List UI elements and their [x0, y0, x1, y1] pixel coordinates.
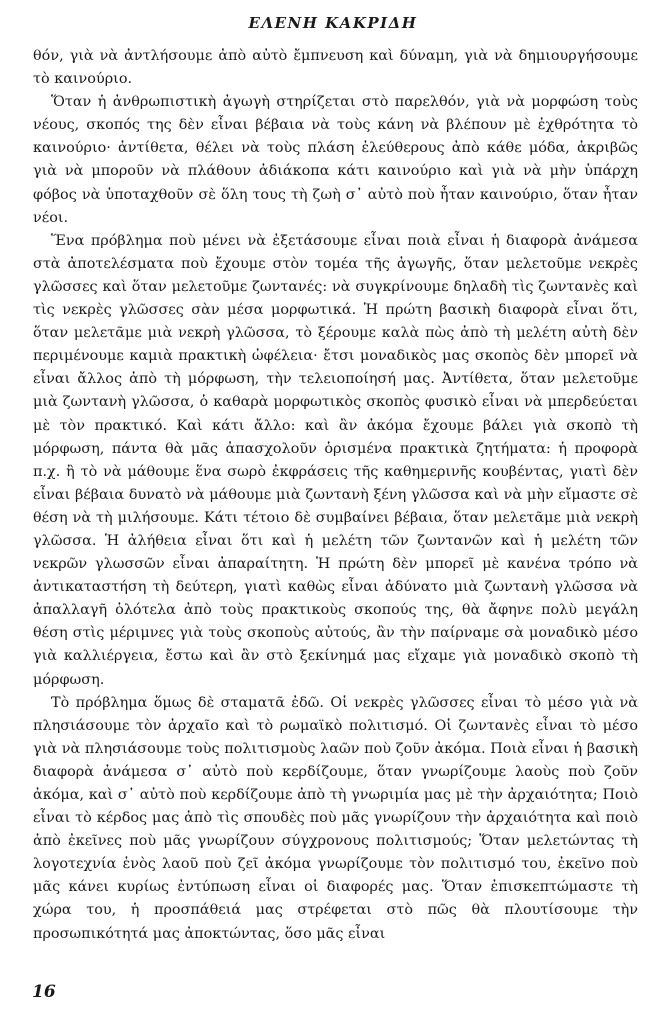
paragraph-continuation: θόν, γιὰ νὰ ἀντλήσουμε ἀπὸ αὐτὸ ἔμπνευση καὶ δύναμη, γιὰ νὰ δημιουργήσουμε τὸ καινούριο.: [33, 48, 638, 88]
body-text: [33, 45, 638, 946]
paragraph: Ὅταν ἡ ἀνθρωπιστικὴ ἀγωγὴ στηρίζεται στὸ παρελθόν, γιὰ νὰ μορφώση τοὺς νέους, σκοπός της δὲν εἶναι βέβαια νὰ τοὺς κάνη νὰ βλέπουν μὲ ἐχθρότητα τὸ καινούριο· ἀντίθετα, θέλει νὰ τοὺς πλάση ἐλεύθερους ἀπὸ κάθε μόδα, ἀκριβῶς γιὰ νὰ μποροῦν νὰ πλάθουν ἀδιάκοπα κάτι καινούριο καὶ γιὰ νὰ μὴν ὑπάρχη φόβος νὰ ὑποταχθοῦν σὲ ὅλη τους τὴ ζωὴ σ᾽ αὐτὸ ποὺ ἦταν καινούριο, ὅταν ἦταν νέοι.: [33, 94, 638, 226]
running-header: ΕΛΕΝΗ ΚΑΚΡΙΔΗ: [248, 14, 418, 32]
page-number: 16: [32, 982, 56, 1002]
paragraph: Τὸ πρόβλημα ὅμως δὲ σταματᾶ ἐδῶ. Οἱ νεκρὲς γλῶσσες εἶναι τὸ μέσο γιὰ νὰ πλησιάσουμε τὸν ἀρχαῖο καὶ τὸ ρωμαϊκὸ πολιτισμό. Οἱ ζωντανὲς εἶναι τὸ μέσο γιὰ νὰ πλησιάσουμε τοὺς πολιτισμοὺς λαῶν ποὺ ζοῦν ἀκόμα. Ποιὰ εἶναι ἡ βασικὴ διαφορὰ ἀνάμεσα σ᾽ αὐτὸ ποὺ κερδίζουμε, ὅταν γνωρίζουμε λαοὺς ποὺ ζοῦν ἀκόμα, καὶ σ᾽ αὐτὸ ποὺ κερδίζουμε ἀπὸ τὴ γνωριμία μας μὲ τὴν ἀρχαιότητα; Ποιὸ εἶναι τὸ κέρδος μας ἀπὸ τὶς σπουδὲς ποὺ μᾶς γνωρίζουν τὴν ἀρχαιότητα καὶ ποιὸ ἀπὸ ἐκεῖνες ποὺ μᾶς γνωρίζουν σύγχρονους πολιτισμούς; Ὅταν μελετώντας τὴ λογοτεχνία ἑνὸς λαοῦ ποὺ ζεῖ ἀκόμα γνωρίζουμε τὸν πολιτισμό του, ἐκεῖνο ποὺ μᾶς κάνει κυρίως ἐντύπωση εἶναι οἱ διαφορές μας. Ὅταν ἐπισκεπτώμαστε τὴ χώρα του, ἡ προσπάθειά μας στρέφεται στὸ πῶς θὰ πλουτίσουμε τὴν προσωπικότητά μας ἀποκτώντας, ὅσο μᾶς εἶναι: [33, 694, 638, 942]
paragraph: Ἕνα πρόβλημα ποὺ μένει νὰ ἐξετάσουμε εἶναι ποιὰ εἶναι ἡ διαφορὰ ἀνάμεσα στὰ ἀποτελέσματα ποὺ ἔχουμε στὸν τομέα τῆς ἀγωγῆς, ὅταν μελετοῦμε νεκρὲς γλῶσσες καὶ ὅταν μελετοῦμε ζωντανές: νὰ συγκρίνουμε δηλαδὴ τὶς ζωντανὲς καὶ τὶς νεκρὲς γλῶσσες σὰν μέσα μορφωτικά. Ἡ πρώτη βασικὴ διαφορὰ εἶναι ὅτι, ὅταν μελετᾶμε μιὰ νεκρὴ γλῶσσα, τὸ ξέρουμε καλὰ πὼς ἀπὸ τὴ μελέτη αὐτὴ δὲν περιμένουμε καμιὰ πρακτικὴ ὠφέλεια· ἔτσι μοναδικὸς μας σκοπὸς δὲν μπορεῖ νὰ εἶναι ἄλλος ἀπὸ τὴ μόρφωση, τὴν τελειοποίησή μας. Ἀντίθετα, ὅταν μελετοῦμε μιὰ ζωντανὴ γλῶσσα, ὁ καθαρὰ μορφωτικὸς σκοπὸς φυσικὸ εἶναι νὰ μπερδεύεται μὲ τὸν πρακτικό. Καὶ κάτι ἄλλο: καὶ ἂν ἀκόμα ἔχουμε βάλει γιὰ σκοπὸ τὴ μόρφωση, πάντα θὰ μᾶς ἀπασχολοῦν ὁρισμένα πρακτικὰ ζητήματα: ἡ προφορὰ π.χ. ἢ τὸ νὰ μάθουμε ἕνα σωρὸ ἐκφράσεις τῆς καθημερινῆς κουβέντας, γιατὶ δὲν εἶναι βέβαια δυνατὸ νὰ μάθουμε μιὰ ζωντανὴ ξένη γλῶσσα καὶ νὰ μὴν εἴμαστε σὲ θέση νὰ τὴ μιλήσουμε. Κάτι τέτοιο δὲ συμβαίνει βέβαια, ὅταν μελετᾶμε μιὰ νεκρὴ γλῶσσα. Ἡ ἀλήθεια εἶναι ὅτι καὶ ἡ μελέτη τῶν ζωντανῶν καὶ ἡ μελέτη τῶν νεκρῶν γλωσσῶν εἶναι ἀπαραίτητη. Ἡ πρώτη δὲν μπορεῖ μὲ κανένα τρόπο νὰ ἀντικαταστήση τὴ δεύτερη, γιατὶ καθὼς εἶναι ἀδύνατο μιὰ ζωντανὴ γλῶσσα νὰ ἀπαλλαγῆ ὁλότελα ἀπὸ τοὺς πρακτικοὺς σκοπούς της, θὰ ἄφηνε πολὺ μεγάλη θέση στὶς μέριμνες γιὰ τοὺς σκοποὺς αὐτούς, ἂν τὴν παίρναμε σὰ μοναδικὸ μέσο γιὰ καλλιέργεια, ἔστω καὶ ἂν στὸ ξεκίνημά μας εἴχαμε γιὰ μοναδικὸ σκοπὸ τὴ μόρφωση.: [33, 232, 638, 688]
